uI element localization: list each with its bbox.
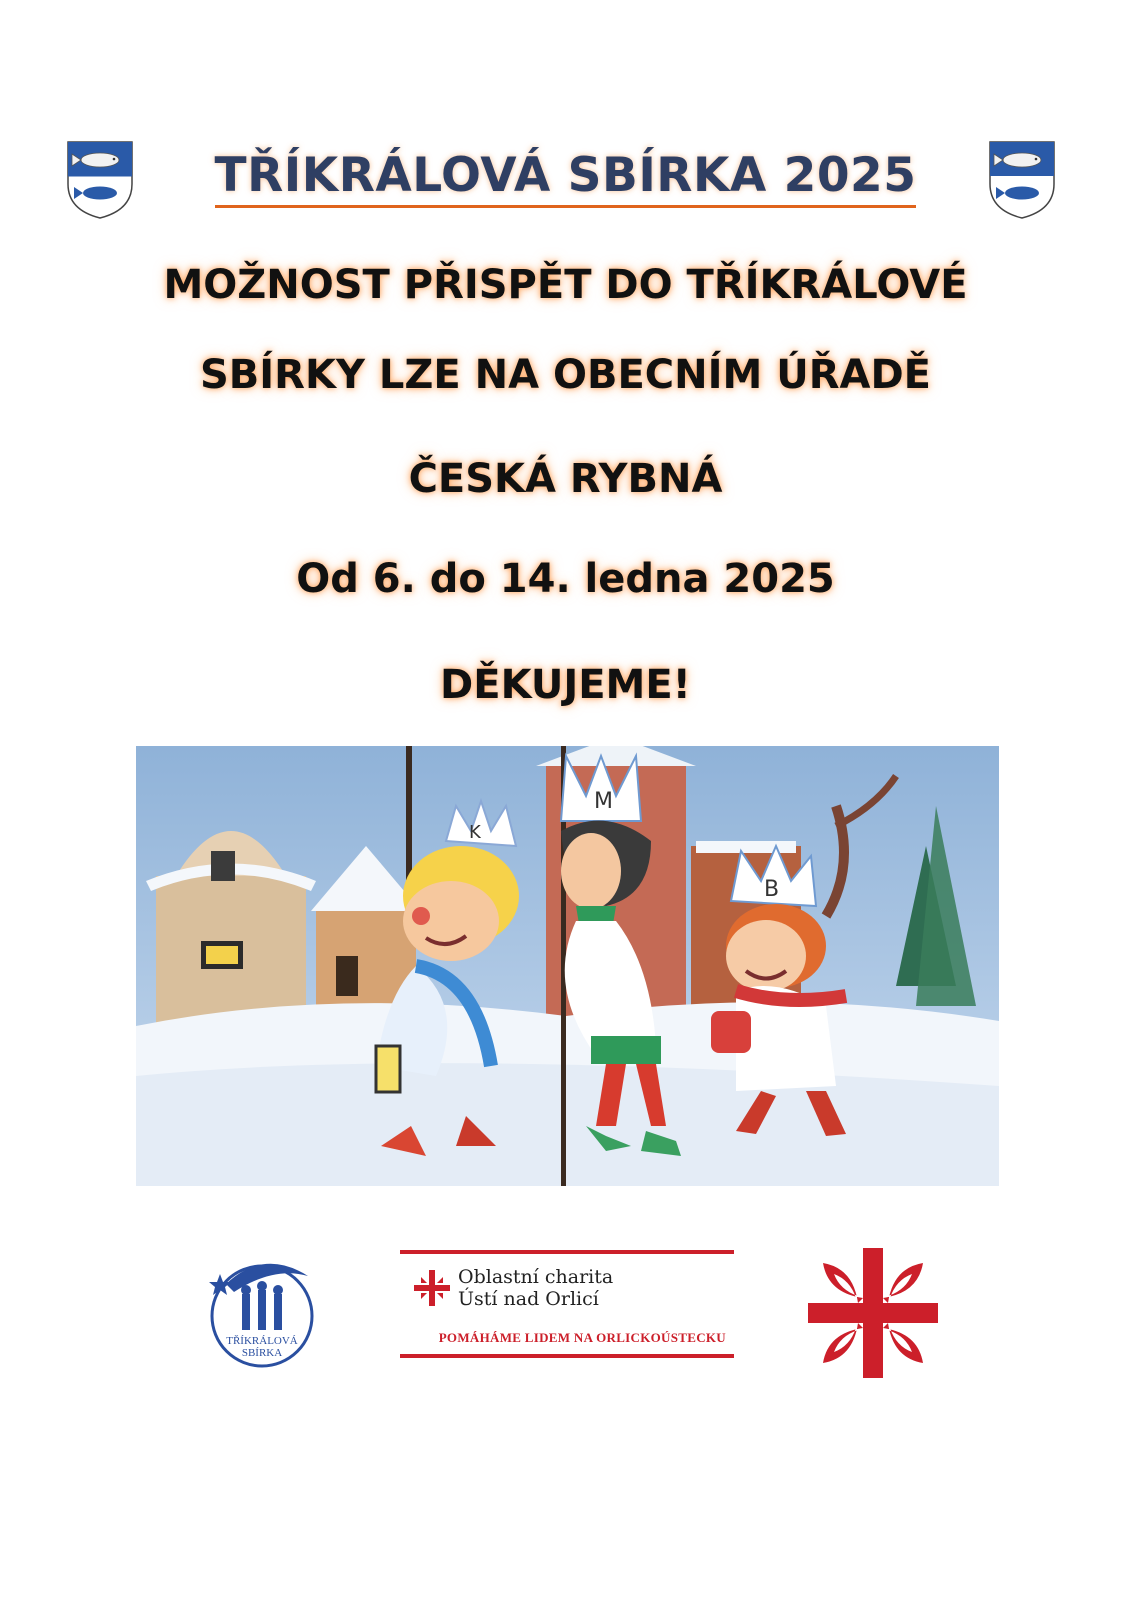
tks-line2: SBÍRKA (241, 1347, 283, 1359)
message-line-1: MOŽNOST PŘISPĚT DO TŘÍKRÁLOVÉ (163, 262, 968, 308)
thank-you: DĚKUJEME! (440, 662, 691, 708)
tks-line1: TŘÍKRÁLOVÁ (226, 1335, 298, 1347)
charity-rule-top (400, 1250, 734, 1254)
charity-slogan: POMÁHÁME LIDEM NA ORLICKOÚSTECKU (438, 1330, 726, 1345)
three-kings-winter-illustration (136, 746, 999, 1186)
charity-cross-icon (412, 1268, 452, 1308)
crown-letter-b: B (764, 877, 780, 902)
crown-letter-k: K (469, 822, 481, 843)
charity-rule-bottom (400, 1354, 734, 1358)
date-range: Od 6. do 14. ledna 2025 (296, 556, 835, 602)
crown-letter-m: M (594, 789, 613, 814)
message-line-2: SBÍRKY LZE NA OBECNÍM ÚŘADĚ (200, 352, 931, 398)
trikralova-sbirka-logo (204, 1254, 320, 1370)
charity-name-line2: Ústí nad Orlicí (458, 1288, 599, 1310)
message-line-3: ČESKÁ RYBNÁ (408, 456, 723, 502)
caritas-cross-icon (808, 1248, 938, 1378)
charity-name-line1: Oblastní charita (458, 1266, 614, 1288)
page-title: TŘÍKRÁLOVÁ SBÍRKA 2025 (0, 148, 1131, 208)
charity-logo (400, 1250, 734, 1362)
